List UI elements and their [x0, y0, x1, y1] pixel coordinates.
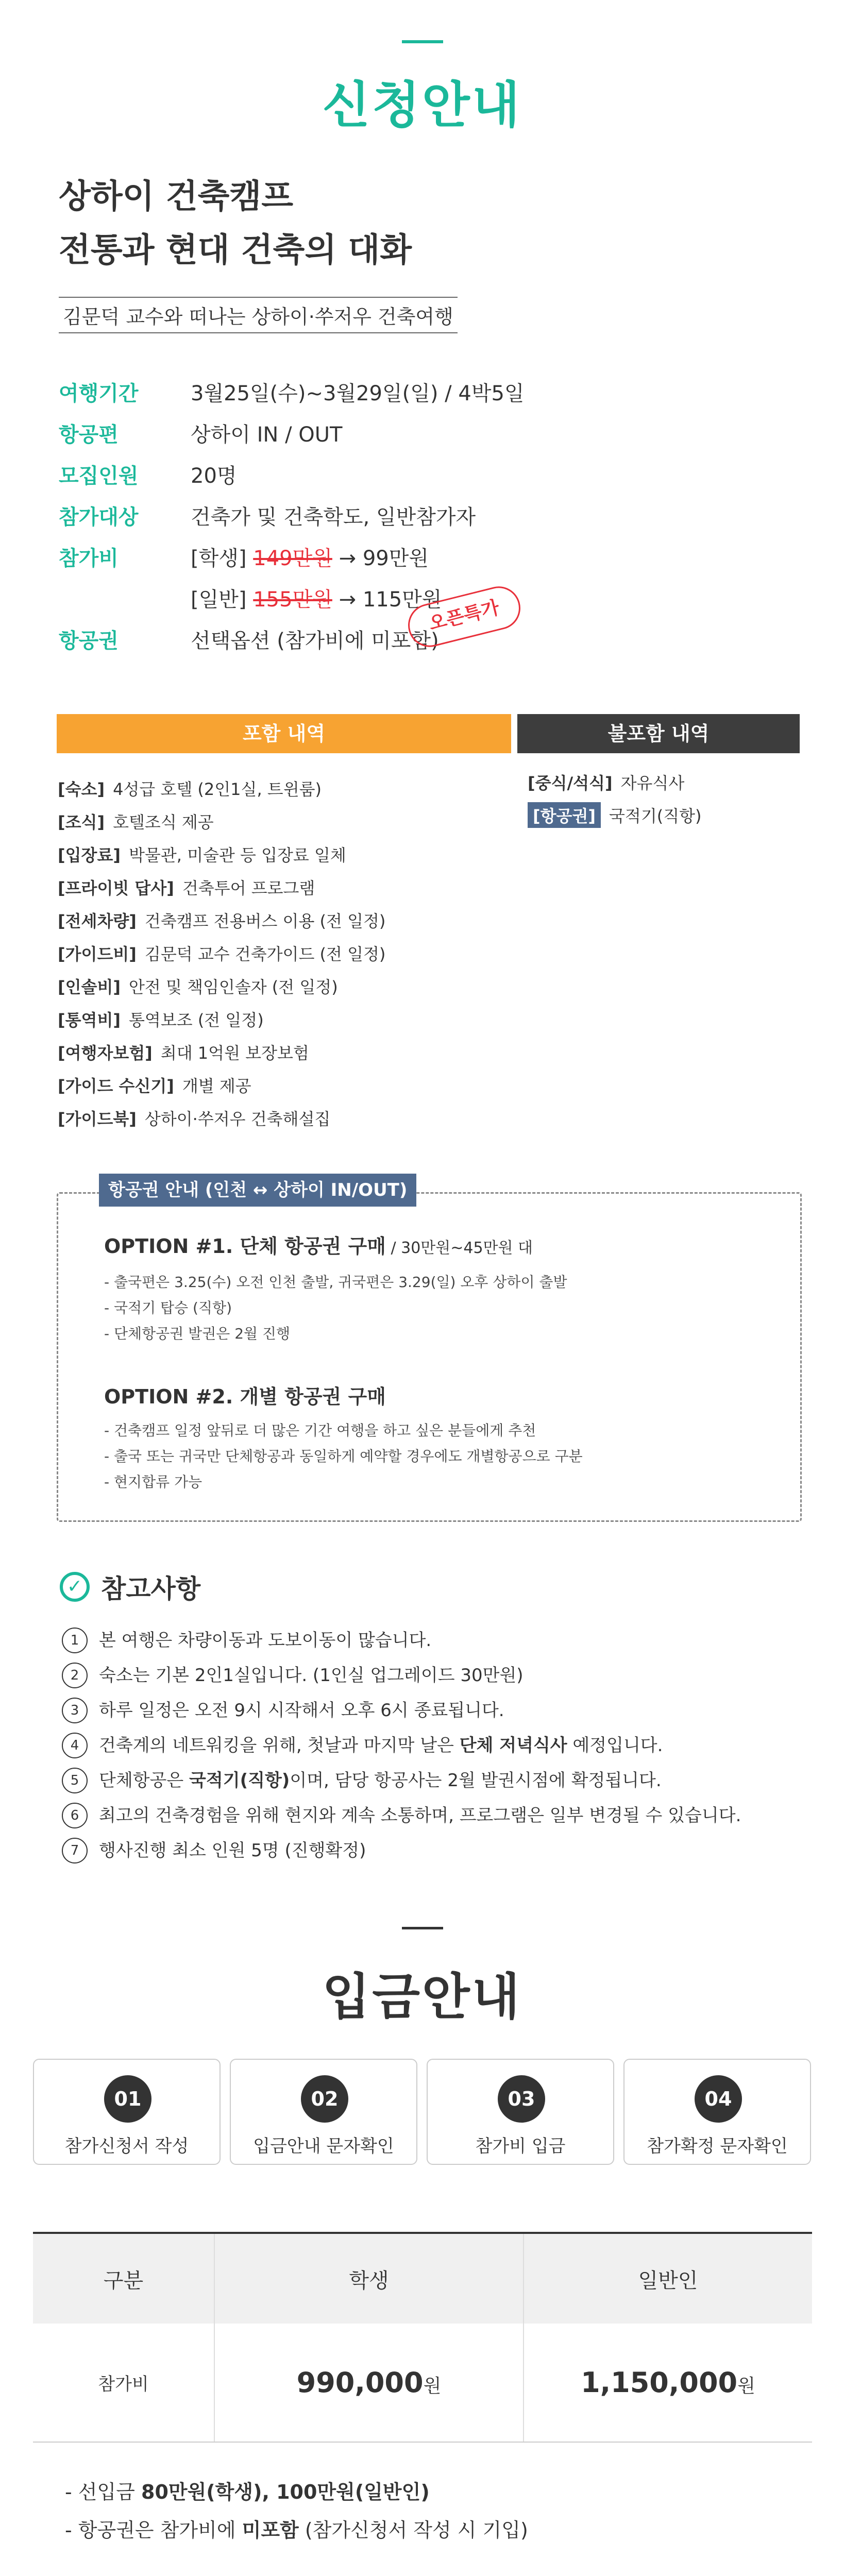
payment-accent-bar [402, 1927, 443, 1929]
fee-table [33, 2232, 812, 2443]
list-item: [숙소] 4성급 호텔 (2인1실, 트윈룸) [58, 779, 322, 799]
list-item: [가이드비] 김문덕 교수 건축가이드 (전 일정) [58, 944, 386, 964]
included-header: 포함 내역 [57, 714, 511, 753]
table-row: 참가비 990,000원 1,150,000원 [33, 2324, 812, 2442]
info-flight: 항공편 상하이 IN / OUT [59, 422, 343, 447]
list-item: [인솔비] 안전 및 책임인솔자 (전 일정) [58, 977, 338, 997]
option2-title: OPTION #2. 개별 항공권 구매 [104, 1385, 386, 1408]
list-item: [가이드 수신기] 개별 제공 [58, 1076, 251, 1096]
list-item: 3 하루 일정은 오전 9시 시작해서 오후 6시 종료됩니다. [62, 1693, 794, 1728]
step-3: 03 참가비 입금 [427, 2059, 614, 2165]
list-item: - 항공권은 참가비에 미포함 (참가신청서 작성 시 기입) [65, 2519, 528, 2541]
open-special-badge: 오픈특가 [403, 582, 525, 651]
list-item: - 현지합류 가능 [104, 1473, 202, 1490]
info-fee-general: [일반] 155만원 → 115만원 [191, 587, 442, 612]
info-period: 여행기간 3월25일(수)~3월29일(일) / 4박5일 [59, 381, 525, 405]
payment-title: 입금안내 [322, 1968, 522, 2026]
list-item: [조식] 호텔조식 제공 [58, 812, 214, 832]
old-price-general: 155만원 [253, 587, 332, 612]
list-item: 1 본 여행은 차량이동과 도보이동이 많습니다. [62, 1623, 794, 1658]
list-item: [전세차량] 건축캠프 전용버스 이용 (전 일정) [58, 911, 386, 931]
list-item: - 국적기 탑승 (직항) [104, 1299, 232, 1316]
info-fee-student: 참가비 [학생] 149만원 → 99만원 [59, 546, 429, 570]
list-item: 7 행사진행 최소 인원 5명 (진행확정) [62, 1833, 794, 1868]
list-item: [항공권] 국적기(직항) [528, 799, 796, 832]
flight-info-title: 항공권 안내 (인천 ↔ 상하이 IN/OUT) [99, 1174, 416, 1207]
notes-heading: ✓ 참고사항 [60, 1566, 200, 1607]
title-accent-bar [402, 40, 443, 43]
list-item: [프라이빗 답사] 건축투어 프로그램 [58, 878, 315, 898]
list-item: - 단체항공권 발권은 2월 진행 [104, 1325, 291, 1342]
list-item: 4 건축계의 네트워킹을 위해, 첫날과 마지막 날은 단체 저녁식사 예정입니다. [62, 1728, 794, 1763]
excluded-header: 불포함 내역 [517, 714, 800, 753]
included-list [58, 772, 511, 1134]
list-item: - 출국편은 3.25(수) 오전 인천 출발, 귀국편은 3.29(일) 오후 상하이 출발 [104, 1274, 567, 1291]
list-item: [통역비] 통역보조 (전 일정) [58, 1010, 264, 1030]
list-item: - 선입금 80만원(학생), 100만원(일반인) [65, 2481, 430, 2503]
check-circle-icon: ✓ [60, 1572, 90, 1602]
option1-title: OPTION #1. 단체 항공권 구매 / 30만원~45만원 대 [104, 1235, 533, 1258]
list-item: [여행자보험] 최대 1억원 보장보험 [58, 1043, 309, 1063]
list-item: 6 최고의 건축경험을 위해 현지와 계속 소통하며, 프로그램은 일부 변경될 수 있습니다. [62, 1798, 794, 1833]
excluded-list [528, 766, 796, 832]
info-recruit: 모집인원 20명 [59, 464, 237, 488]
step-4: 04 참가확정 문자확인 [623, 2059, 811, 2165]
info-ticket: 항공권 선택옵션 (참가비에 미포함) [59, 629, 439, 653]
step-1: 01 참가신청서 작성 [33, 2059, 221, 2165]
list-item: 5 단체항공은 국적기(직항)이며, 담당 항공사는 2월 발권시점에 확정됩니다. [62, 1763, 794, 1798]
list-item: - 건축캠프 일정 앞뒤로 더 많은 기간 여행을 하고 싶은 분들에게 추천 [104, 1422, 536, 1439]
list-item: [중식/석식] 자유식사 [528, 773, 685, 793]
table-header-row: 구분 학생 일반인 [33, 2233, 812, 2324]
page-title: 신청안내 [322, 76, 522, 134]
list-item: 2 숙소는 기본 2인1실입니다. (1인실 업그레이드 30만원) [62, 1658, 794, 1693]
info-target: 참가대상 건축가 및 건축학도, 일반참가자 [59, 505, 476, 529]
list-item: [가이드북] 상하이·쑤저우 건축해설집 [58, 1109, 331, 1129]
payment-notes [65, 2473, 786, 2549]
old-price-student: 149만원 [253, 546, 332, 570]
list-item: - 출국 또는 귀국만 단체항공과 동일하게 예약할 경우에도 개별항공으로 구분 [104, 1448, 583, 1465]
tour-title: 상하이 건축캠프 전통과 현대 건축의 대화 [59, 178, 412, 269]
option2-list [104, 1418, 784, 1495]
tour-subtitle: 김문덕 교수와 떠나는 상하이·쑤저우 건축여행 [59, 297, 458, 333]
option1-list [104, 1269, 784, 1347]
list-item: [입장료] 박물관, 미술관 등 입장료 일체 [58, 845, 346, 865]
step-2: 02 입금안내 문자확인 [230, 2059, 417, 2165]
notes-list [62, 1623, 794, 1868]
